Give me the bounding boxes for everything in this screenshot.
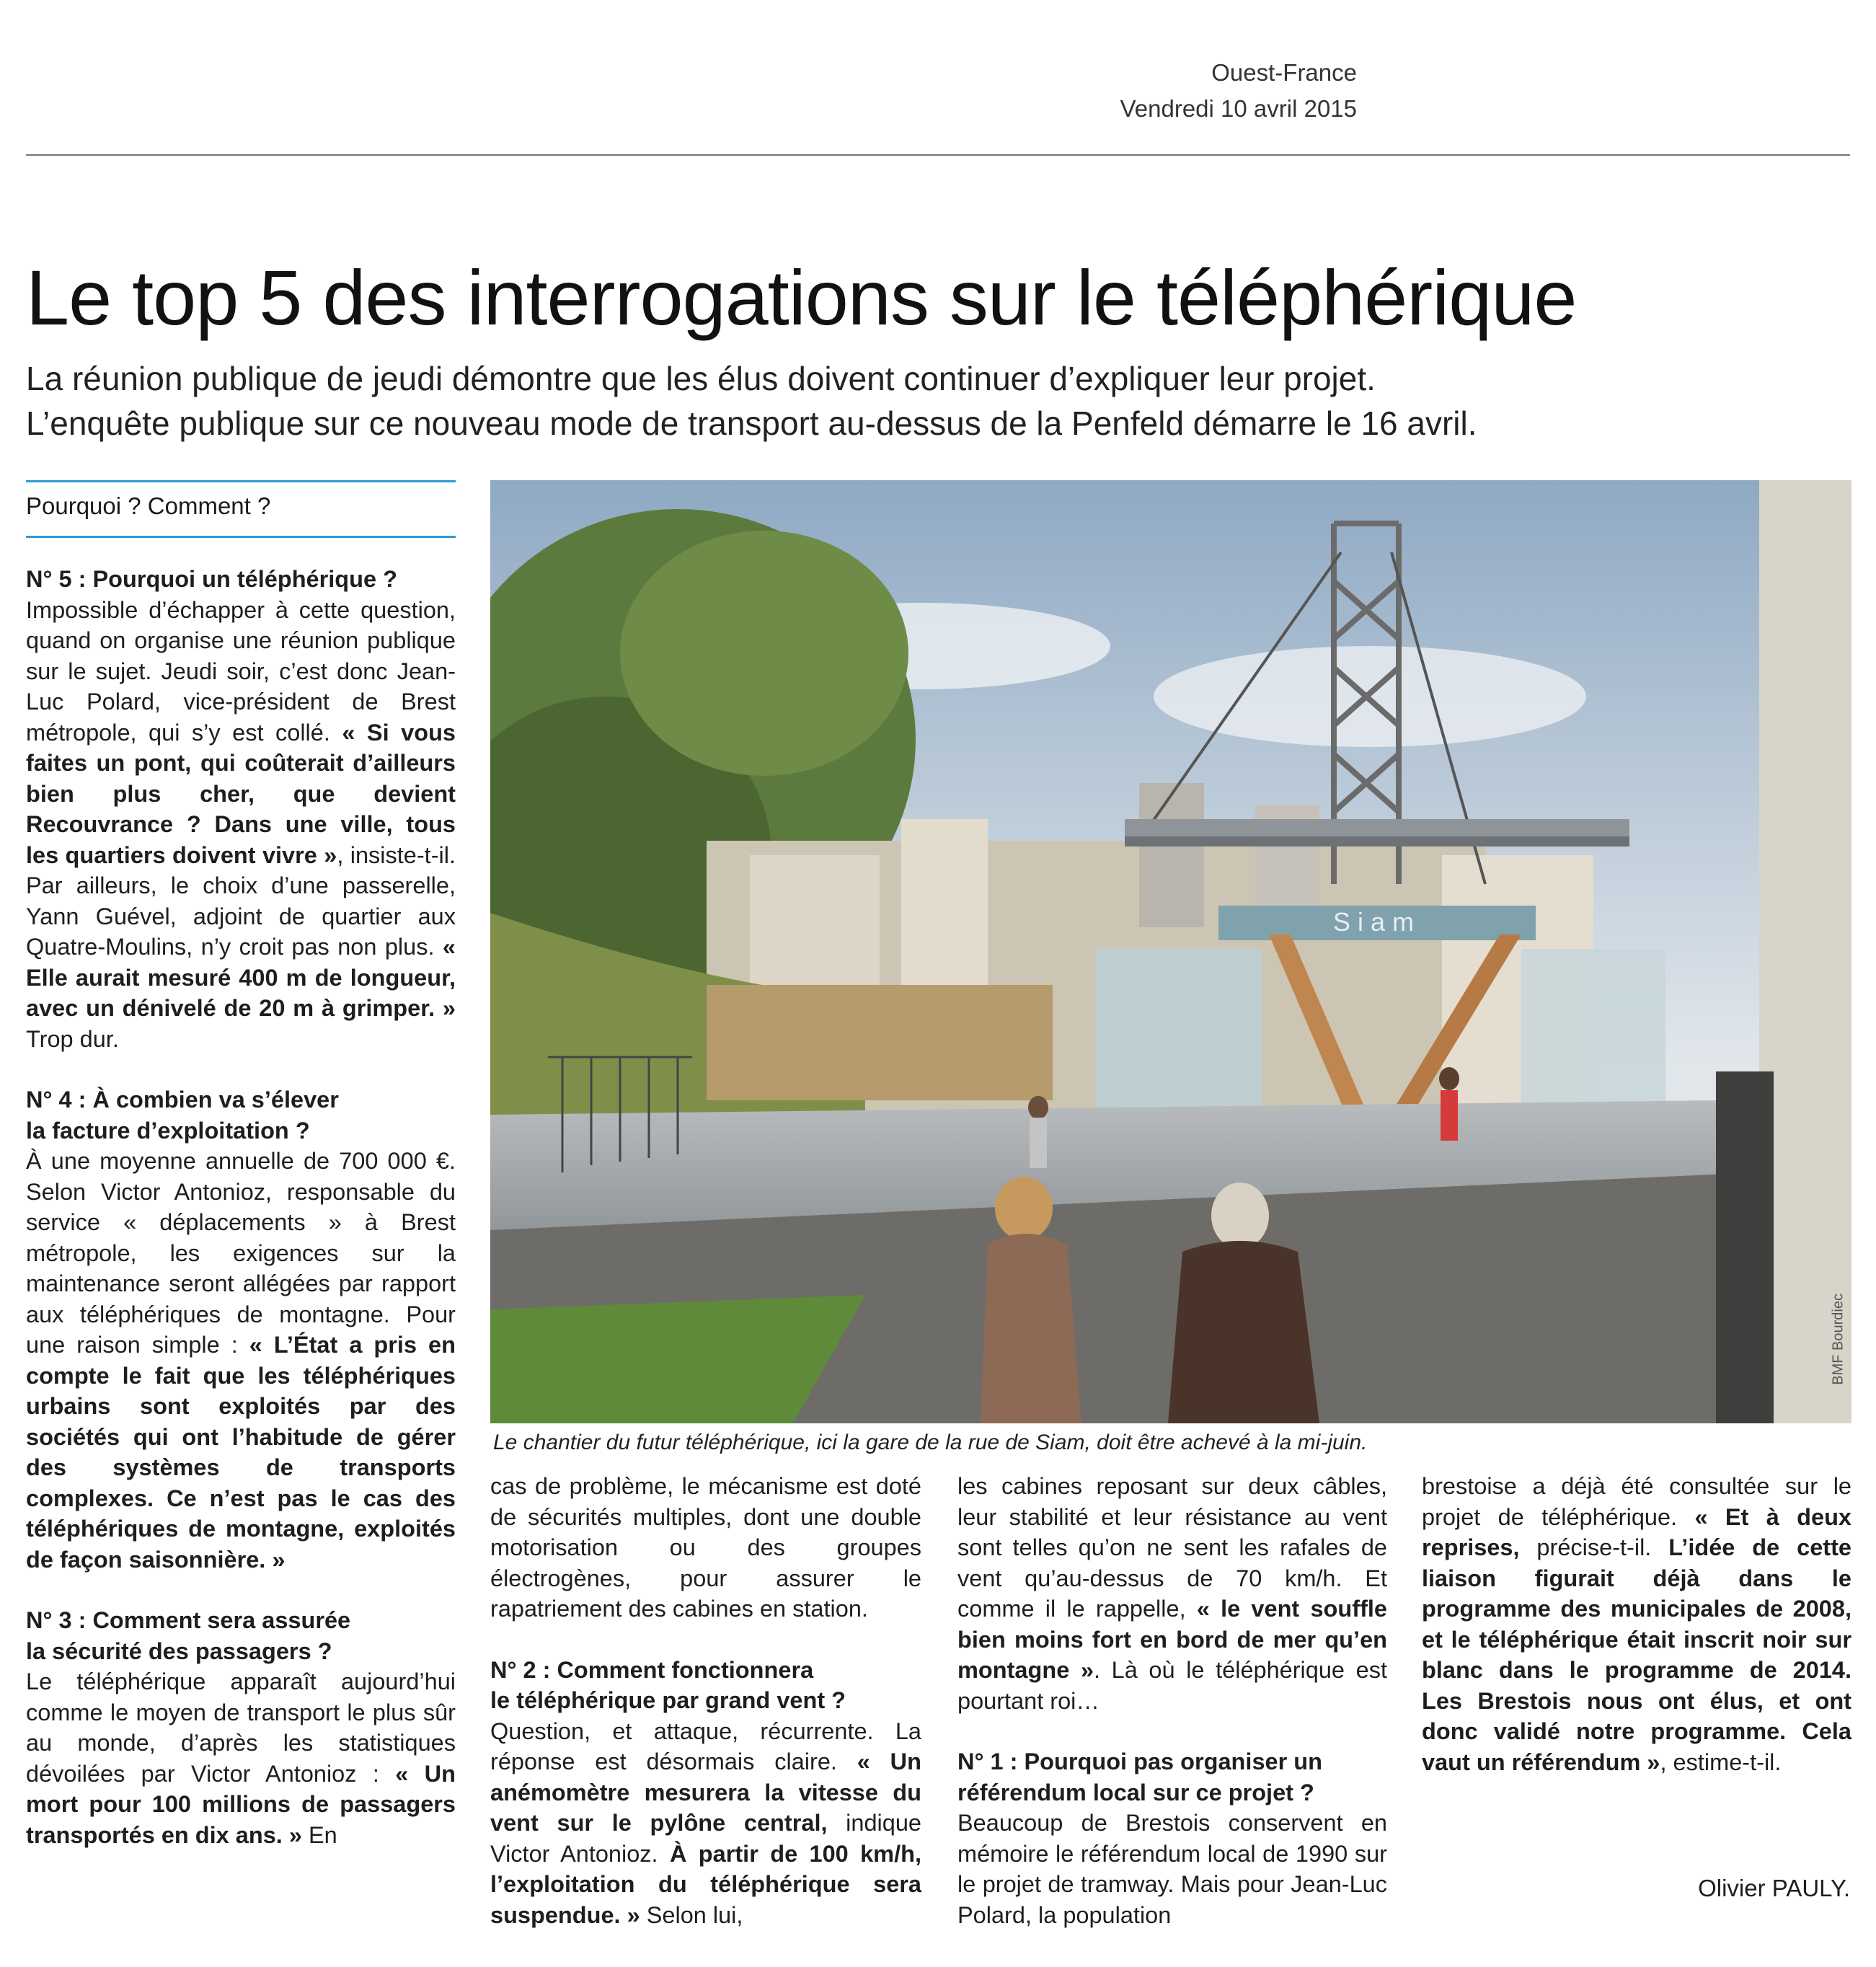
question-heading: N° 1 : Pourquoi pas organiser un référendum local sur ce projet ?: [957, 1749, 1322, 1805]
photo-caption: Le chantier du futur téléphérique, ici la gare de la rue de Siam, doit être achevé à la mi-juin.: [493, 1431, 1368, 1454]
header-divider: [26, 154, 1850, 156]
article-paragraph: brestoise a déjà été consultée sur le projet de téléphérique. « Et à deux reprises, précise-t-il. L’idée de cette liaison figurait déjà dans le programme des municipales de 2008, et le téléphérique était inscrit noir sur blanc dans le programme de 2014. Les Brestois nous ont élus, et ont donc validé notre programme. Cela vaut un référendum », estime-t-il.: [1422, 1473, 1851, 1775]
article-paragraph: Le téléphérique apparaît aujourd’hui comme le moyen de transport le plus sûr au monde, d’après les statistiques dévoilées par Victor Antonioz : « Un mort pour 100 millions de passagers transportés en dix ans. » En: [26, 1668, 456, 1848]
article-paragraph: les cabines reposant sur deux câbles, leur stabilité et leur résistance au vent sont telles qu’on ne sent les rafales de vent qu’au-dessus de 70 km/h. Et comme il le rappelle, « le vent souffle bien moins fort en bord de mer qu’en montagne ». Là où le téléphérique est pourtant roi…: [957, 1473, 1387, 1714]
article-paragraph: Beaucoup de Brestois conservent en mémoire le référendum local de 1990 sur le projet de tramway. Mais pour Jean-Luc Polard, la population: [957, 1810, 1387, 1928]
article-paragraph: À une moyenne annuelle de 700 000 €. Selon Victor Antonioz, responsable du service « déplacements » à Brest métropole, les exigences sur la maintenance seront allégées par rapport aux téléphériques de montagne. Pour une raison simple : « L’État a pris en compte le fait que les téléphériques urbains sont exploités par des sociétés qui ont l’habitude de gérer des systèmes de transports complexes. Ce n’est pas le cas des téléphériques de montagne, exploités de façon saisonnière. »: [26, 1148, 456, 1573]
article-column-1: [26, 564, 456, 1850]
standfirst: [26, 356, 1828, 446]
station-sign: Siam: [1332, 907, 1422, 937]
question-heading: N° 5 : Pourquoi un téléphérique ?: [26, 566, 397, 592]
page-title: Le top 5 des interrogations sur le téléphérique: [26, 254, 1577, 341]
article-column-3: [957, 1471, 1387, 1930]
article-paragraph: Question, et attaque, récurrente. La réponse est désormais claire. « Un anémomètre mesurera la vitesse du vent sur le pylône central, indique Victor Antonioz. À partir de 100 km/h, l’exploitation du téléphérique sera suspendue. » Selon lui,: [490, 1718, 921, 1928]
photo-credit: BMF Bourdiec: [1831, 1294, 1846, 1385]
teleferique-station-illustration: [490, 480, 1851, 1423]
masthead: [1120, 55, 1357, 127]
publication-date: Vendredi 10 avril 2015: [1120, 95, 1357, 122]
byline: Olivier PAULY.: [1698, 1875, 1850, 1901]
article-column-4: [1422, 1471, 1851, 1777]
newspaper-name: Ouest-France: [1211, 59, 1357, 86]
article-photo: [490, 480, 1851, 1423]
standfirst-line: L’enquête publique sur ce nouveau mode de transport au-dessus de la Penfeld démarre le 16 avril.: [26, 405, 1477, 442]
question-heading: N° 3 : Comment sera assurée la sécurité des passagers ?: [26, 1607, 351, 1664]
standfirst-line: La réunion publique de jeudi démontre que les élus doivent continuer d’expliquer leur projet.: [26, 360, 1376, 397]
article-paragraph: cas de problème, le mécanisme est doté de sécurités multiples, dont une double motorisation ou des groupes électrogènes, pour assurer le rapatriement des cabines en station.: [490, 1473, 921, 1622]
question-heading: N° 4 : À combien va s’élever la facture d’exploitation ?: [26, 1087, 339, 1144]
article-paragraph: Impossible d’échapper à cette question, quand on organise une réunion publique sur le sujet. Jeudi soir, c’est donc Jean-Luc Polard, vice-président de Brest métropole, qui s’y est collé. « Si vous faites un pont, qui coûterait d’ailleurs bien plus cher, que devient Recouvrance ? Dans une ville, tous les quartiers doivent vivre », insiste-t-il. Par ailleurs, le choix d’une passerelle, Yann Guével, adjoint de quartier aux Quatre-Moulins, n’y croit pas non plus. « Elle aurait mesuré 400 m de longueur, avec un dénivelé de 20 m à grimper. » Trop dur.: [26, 596, 456, 1052]
question-heading: N° 2 : Comment fonctionnera le téléphérique par grand vent ?: [490, 1656, 846, 1713]
article-column-2: [490, 1471, 921, 1930]
section-kicker: Pourquoi ? Comment ?: [26, 480, 456, 538]
